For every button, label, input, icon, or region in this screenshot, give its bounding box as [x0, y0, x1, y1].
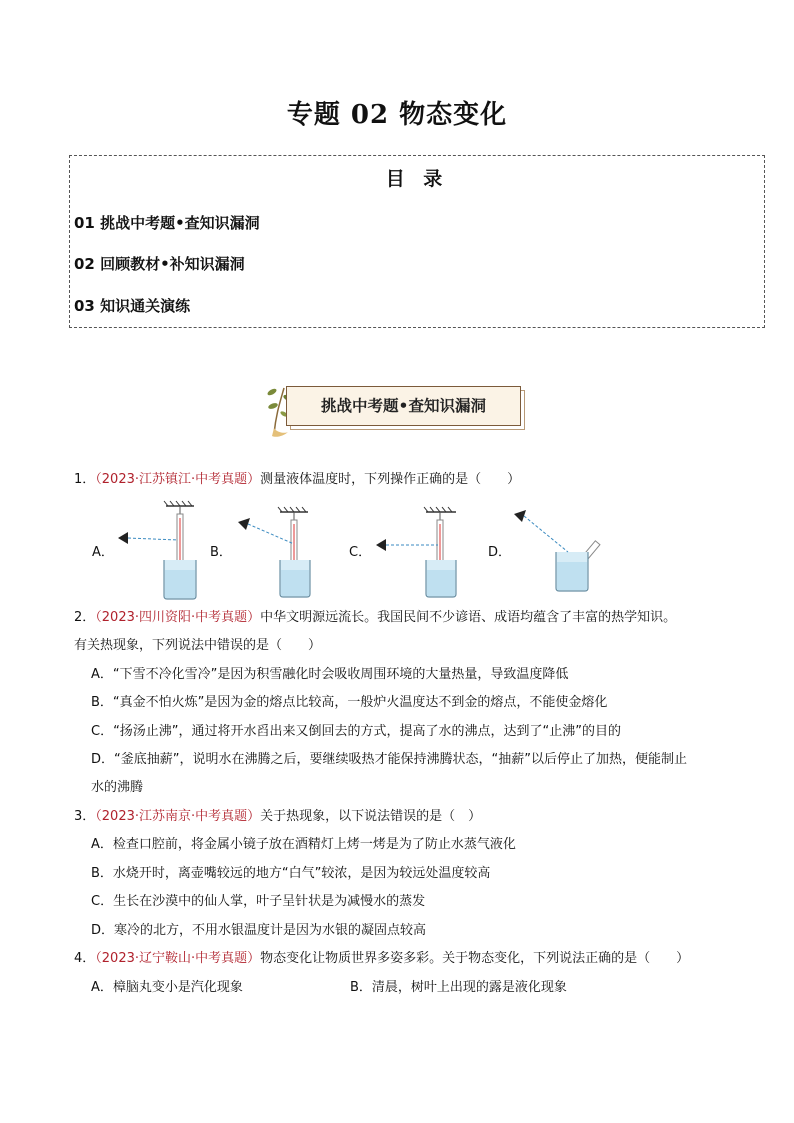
question-number: 4． — [74, 951, 96, 966]
question-4 — [74, 950, 689, 968]
option-c[interactable]: C．生长在沙漠中的仙人掌，叶子呈针状是为减慢水的蒸发 — [91, 894, 426, 909]
option-a[interactable]: A．樟脑丸变小是汽化现象 — [91, 980, 243, 995]
question-source-tag: （2023·江苏镇江·中考真题） — [95, 472, 261, 487]
option-a[interactable]: A．检查口腔前，将金属小镜子放在酒精灯上烤一烤是为了防止水蒸气液化 — [91, 837, 516, 852]
question-source-tag: （2023·辽宁鞍山·中考真题） — [95, 951, 261, 966]
toc-item[interactable]: 02 回顾教材•补知识漏洞 — [74, 255, 245, 273]
figure-c — [376, 507, 456, 597]
question-source-tag: （2023·江苏南京·中考真题） — [95, 809, 261, 824]
figure-a — [118, 501, 196, 599]
section-banner — [262, 382, 532, 440]
question-3 — [74, 808, 481, 826]
option-d-continued: 水的沸腾 — [91, 780, 144, 795]
question-stem: 测量液体温度时，下列操作正确的是（ ） — [260, 472, 521, 487]
option-a[interactable]: A．“下雪不冷化雪冷”是因为积雪融化时会吸收周围环境的大量热量，导致温度降低 — [91, 667, 569, 682]
option-d[interactable]: D．寒冷的北方，不用水银温度计是因为水银的凝固点较高 — [91, 923, 427, 938]
option-b[interactable]: B．水烧开时，离壶嘴较远的地方“白气”较浓，是因为较远处温度较高 — [91, 866, 491, 881]
question-number: 2． — [74, 610, 96, 625]
question-number: 3． — [74, 809, 96, 824]
question-2 — [74, 609, 676, 627]
question-stem: 中华文明源远流长。我国民间不少谚语、成语均蕴含了丰富的热学知识。 — [260, 610, 677, 625]
question-number: 1． — [74, 472, 96, 487]
figure-label: C． — [349, 545, 372, 560]
option-c[interactable]: C．“扬汤止沸”，通过将开水舀出来又倒回去的方式，提高了水的沸点，达到了“止沸”的目的 — [91, 724, 622, 739]
section-heading: 挑战中考题•查知识漏洞 — [321, 397, 486, 415]
question-stem-line: 有关热现象，下列说法中错误的是（ ） — [74, 638, 322, 653]
toc-heading: 目 录 — [385, 168, 449, 190]
question-source-tag: （2023·四川资阳·中考真题） — [95, 610, 261, 625]
thermometer-figures — [110, 500, 610, 600]
toc-item[interactable]: 01 挑战中考题•查知识漏洞 — [74, 214, 260, 232]
question-stem: 物态变化让物质世界多姿多彩。关于物态变化，下列说法正确的是（ ） — [260, 951, 690, 966]
question-1 — [74, 471, 520, 489]
option-b[interactable]: B．清晨，树叶上出现的露是液化现象 — [350, 980, 567, 995]
option-b[interactable]: B．“真金不怕火炼”是因为金的熔点比较高，一般炉火温度达不到金的熔点，不能使金熔化 — [91, 695, 608, 710]
question-stem: 关于热现象，以下说法错误的是（ ） — [260, 809, 482, 824]
figure-b — [238, 507, 310, 597]
page-title: 专题 02 物态变化 — [286, 100, 508, 130]
figure-label: D． — [488, 545, 512, 560]
figure-d — [514, 510, 600, 591]
toc-item[interactable]: 03 知识通关演练 — [74, 297, 191, 315]
option-d[interactable]: D．“釜底抽薪”，说明水在沸腾之后，要继续吸热才能保持沸腾状态，“抽薪”以后停止了加热，便能制止 — [91, 752, 687, 767]
table-of-contents — [69, 155, 765, 328]
figure-label: B． — [210, 545, 232, 560]
figure-label: A． — [92, 545, 114, 560]
